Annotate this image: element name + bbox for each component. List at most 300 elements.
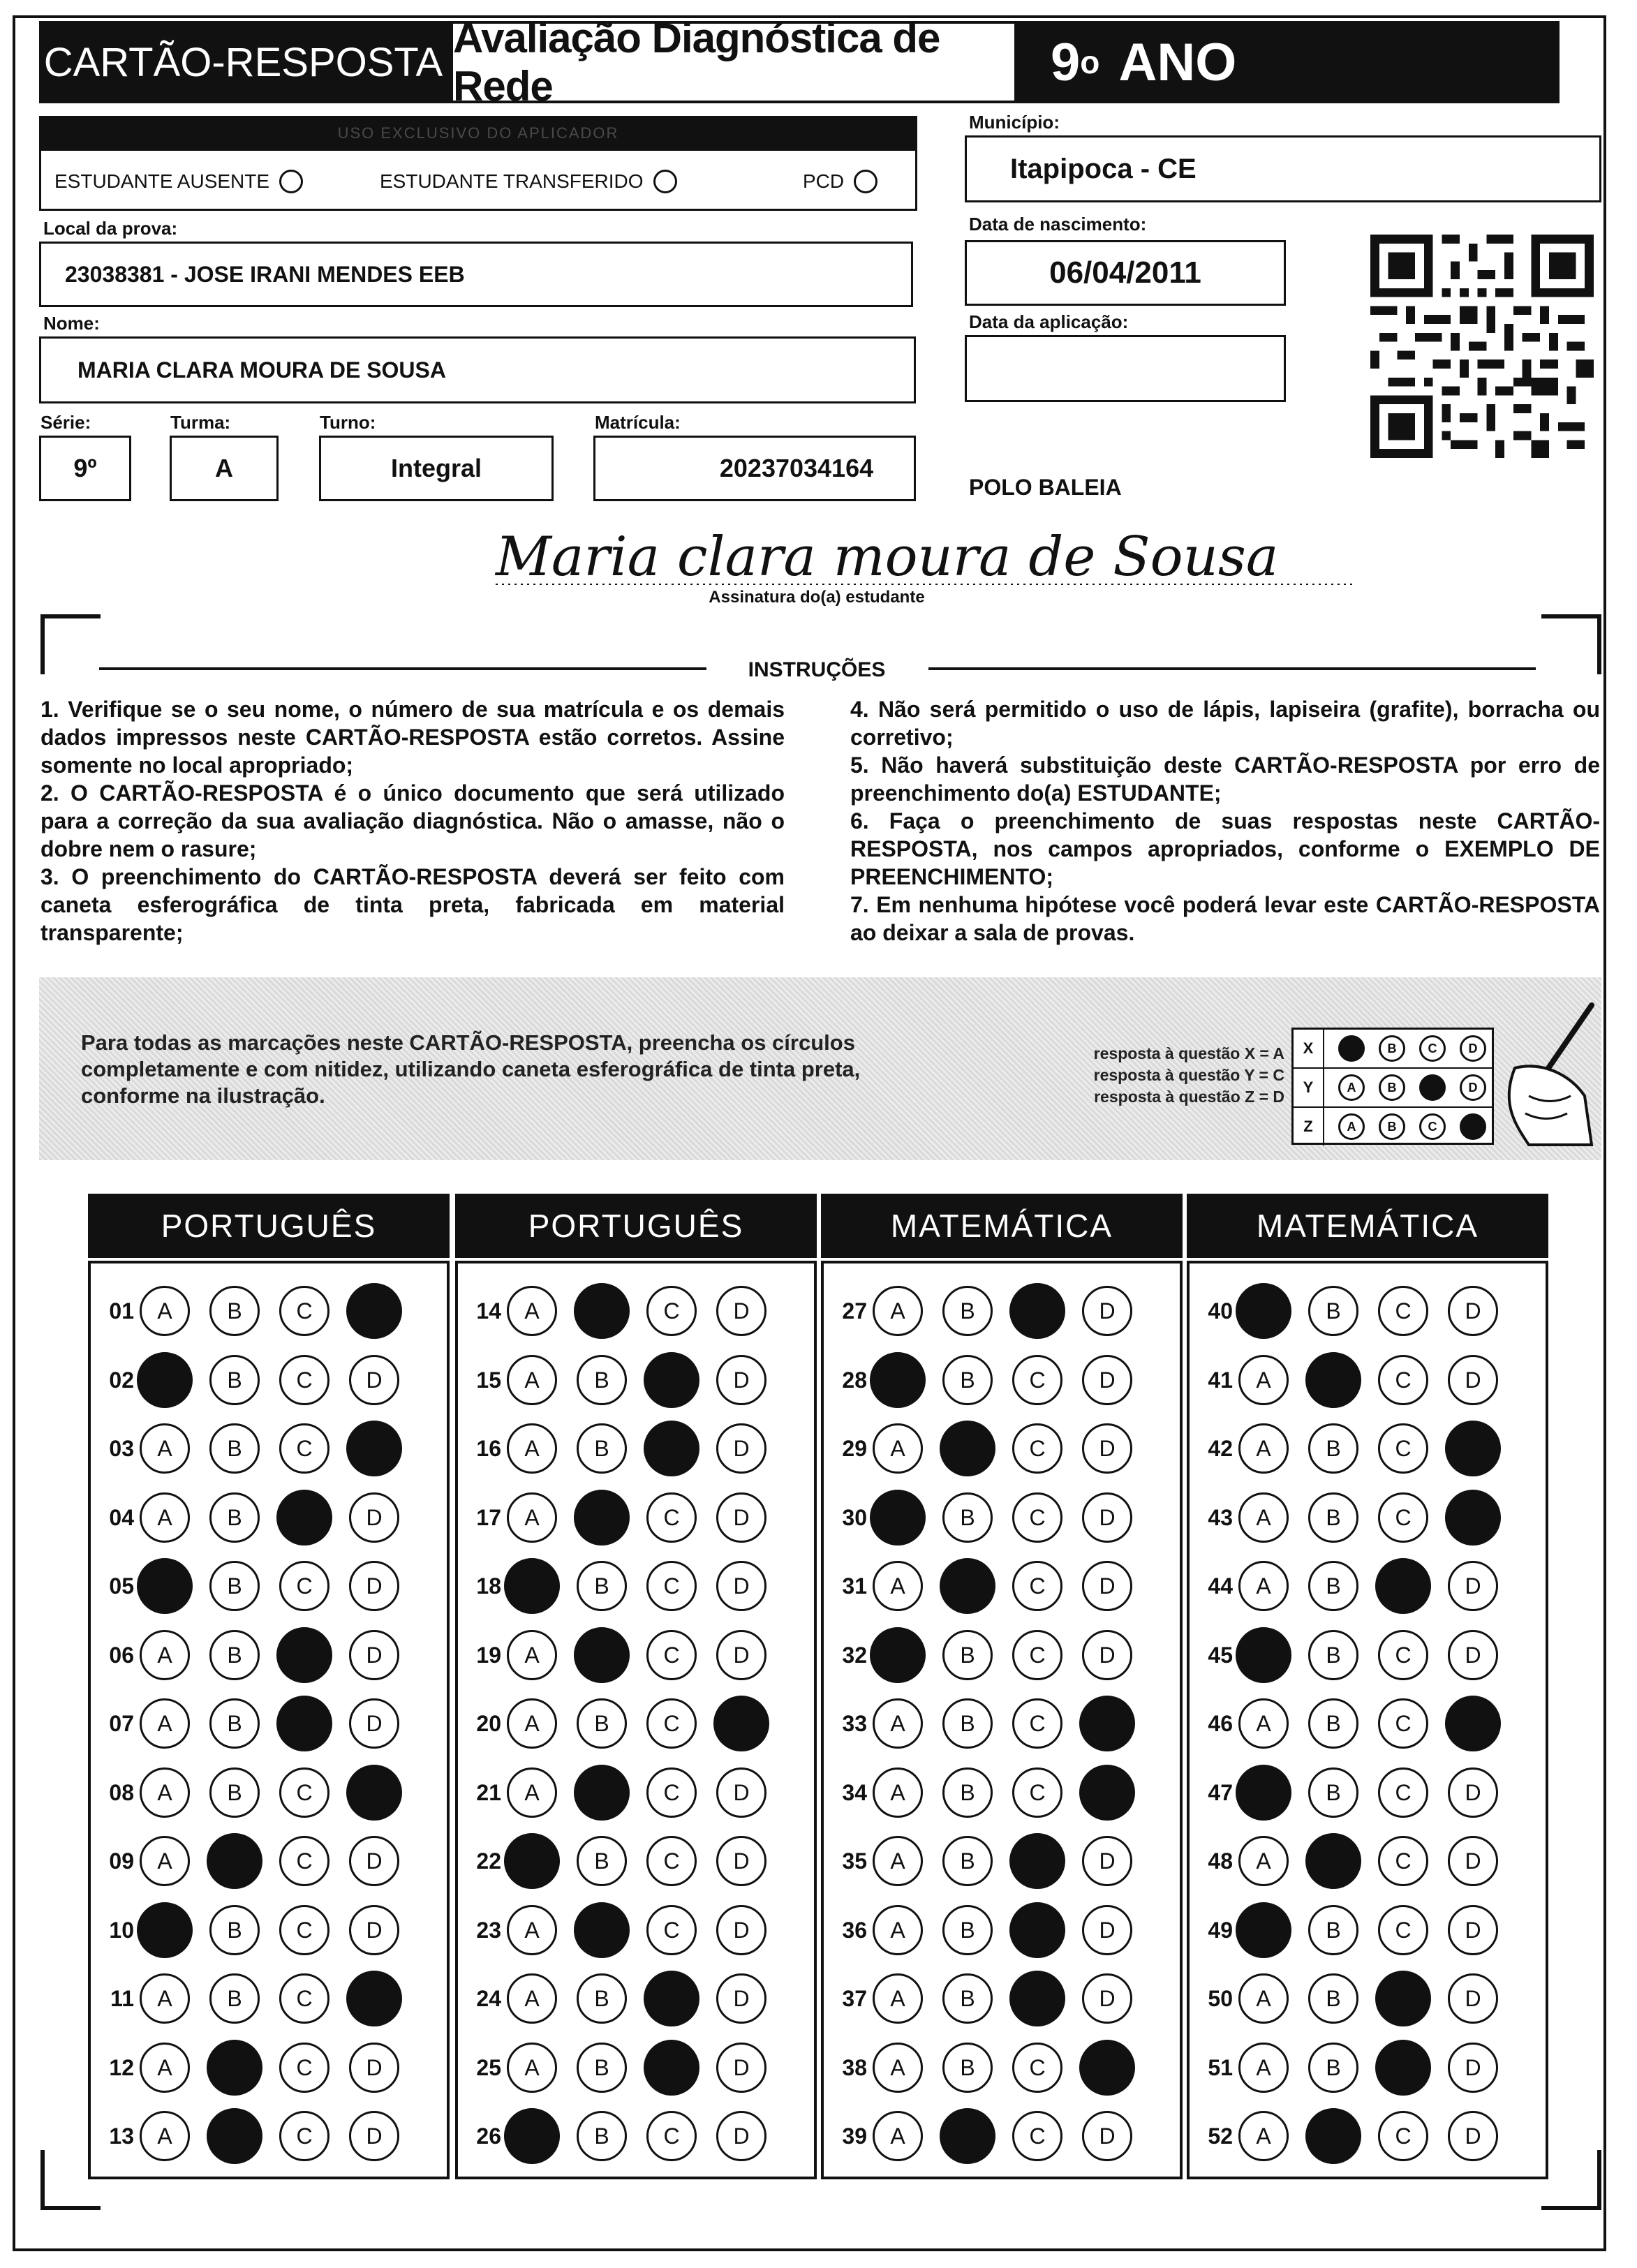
answer-bubble-c[interactable]: C: [646, 1492, 697, 1543]
answer-bubble-a[interactable]: A: [1238, 1561, 1289, 1611]
answer-bubble-a[interactable]: A: [507, 1698, 557, 1749]
answer-bubble-c[interactable]: [1009, 1833, 1065, 1889]
question-row: [465, 1765, 786, 1821]
answer-bubble-a[interactable]: [137, 1558, 193, 1614]
answer-bubble-d[interactable]: D: [349, 1698, 399, 1749]
answer-bubble-b[interactable]: [207, 1833, 262, 1889]
answer-bubble-a[interactable]: [137, 1352, 193, 1408]
answer-bubble-b[interactable]: [574, 1490, 630, 1546]
question-row: [831, 1352, 1152, 1408]
answer-bubble-a[interactable]: A: [507, 2043, 557, 2093]
answer-bubble-b[interactable]: B: [577, 1423, 627, 1474]
question-number: 32: [842, 1642, 867, 1668]
answer-bubble-c[interactable]: C: [279, 1561, 329, 1611]
answer-bubble-d[interactable]: D: [1082, 1630, 1132, 1680]
answer-bubble-c[interactable]: C: [1378, 1698, 1428, 1749]
answer-bubble-a[interactable]: A: [873, 1836, 923, 1886]
example-row: [1294, 1069, 1492, 1108]
answer-bubble-c[interactable]: C: [646, 1698, 697, 1749]
question-row: [98, 1765, 419, 1821]
answer-bubble-c[interactable]: C: [646, 1561, 697, 1611]
answer-bubble-b[interactable]: [1305, 1352, 1361, 1408]
answer-bubble-c[interactable]: C: [1012, 1561, 1062, 1611]
question-row: [98, 1283, 419, 1339]
answer-bubble-d[interactable]: [346, 1971, 402, 2026]
answer-bubble-b[interactable]: B: [942, 1286, 993, 1336]
answer-bubble-c[interactable]: [276, 1696, 332, 1751]
answer-bubble-c[interactable]: C: [1012, 1698, 1062, 1749]
answer-bubble-b[interactable]: [1305, 2108, 1361, 2164]
question-number: 12: [109, 2054, 134, 2080]
answer-bubble-a[interactable]: A: [140, 1767, 190, 1818]
answer-bubble-d[interactable]: [1079, 1765, 1135, 1821]
question-number: 37: [842, 1985, 867, 2011]
question-row: [1197, 1421, 1518, 1476]
question-number: 25: [476, 2054, 501, 2080]
answer-bubble-d[interactable]: [1445, 1696, 1501, 1751]
answer-bubble-d[interactable]: D: [716, 1492, 766, 1543]
answer-bubble-d[interactable]: D: [716, 2111, 766, 2161]
question-number: 35: [842, 1848, 867, 1874]
answer-bubble-c[interactable]: [276, 1490, 332, 1546]
answer-bubble-a[interactable]: A: [873, 1905, 923, 1955]
answer-bubble-d[interactable]: D: [1448, 1836, 1498, 1886]
answer-bubble-a[interactable]: A: [1238, 1492, 1289, 1543]
answer-bubble-b[interactable]: [574, 1902, 630, 1958]
answer-bubble-c[interactable]: C: [1378, 2111, 1428, 2161]
question-row: [1197, 1627, 1518, 1683]
answer-bubble-c[interactable]: C: [1378, 1355, 1428, 1405]
answer-bubble-b[interactable]: B: [209, 1973, 260, 2024]
answer-bubble-d[interactable]: D: [1082, 1286, 1132, 1336]
answer-bubble-a[interactable]: A: [507, 1767, 557, 1818]
answer-bubble-a[interactable]: A: [873, 1973, 923, 2024]
answer-bubble-c[interactable]: C: [1378, 1630, 1428, 1680]
answer-bubble-d[interactable]: D: [1448, 2043, 1498, 2093]
answer-bubble-b[interactable]: [574, 1765, 630, 1821]
answer-bubble-b[interactable]: B: [942, 1905, 993, 1955]
answer-bubble-c[interactable]: C: [646, 1630, 697, 1680]
answer-bubble-b[interactable]: B: [1308, 1767, 1358, 1818]
answer-bubble-c[interactable]: C: [646, 1905, 697, 1955]
answer-bubble-a[interactable]: A: [507, 1492, 557, 1543]
example-bubble: A: [1338, 1035, 1365, 1062]
answer-bubble-d[interactable]: D: [1082, 1973, 1132, 2024]
question-number: 13: [109, 2123, 134, 2149]
answer-bubble-a[interactable]: [504, 1833, 560, 1889]
hand-pen-illustration: [1487, 998, 1599, 1152]
answer-bubble-b[interactable]: B: [942, 1630, 993, 1680]
absent-bubble[interactable]: [279, 170, 303, 193]
answer-bubble-c[interactable]: [644, 2040, 699, 2096]
answer-bubble-a[interactable]: A: [1238, 1973, 1289, 2024]
answer-bubble-c[interactable]: C: [646, 2111, 697, 2161]
answer-bubble-a[interactable]: A: [140, 1836, 190, 1886]
answer-bubble-a[interactable]: A: [873, 1286, 923, 1336]
answer-bubble-b[interactable]: B: [942, 1836, 993, 1886]
instruction-item: 2. O CARTÃO-RESPOSTA é o único documento que será utilizado para a correção da sua avaliação diagnóstica. Não o amasse, não o dobre nem o rasure;: [40, 780, 785, 861]
answer-bubble-d[interactable]: D: [1082, 1355, 1132, 1405]
question-number: 14: [476, 1298, 501, 1324]
answer-bubble-a[interactable]: A: [873, 1423, 923, 1474]
question-row: [831, 1283, 1152, 1339]
question-number: 47: [1208, 1779, 1233, 1805]
transferred-bubble[interactable]: [653, 170, 677, 193]
answer-bubble-a[interactable]: A: [1238, 1423, 1289, 1474]
answer-bubble-b[interactable]: [207, 2040, 262, 2096]
answer-bubble-d[interactable]: D: [349, 1492, 399, 1543]
answer-bubble-d[interactable]: D: [1082, 1423, 1132, 1474]
question-number: 04: [109, 1504, 134, 1530]
answer-bubble-a[interactable]: A: [1238, 1698, 1289, 1749]
answer-bubble-d[interactable]: D: [1082, 1836, 1132, 1886]
answer-bubble-d[interactable]: [713, 1696, 769, 1751]
answer-bubble-c[interactable]: C: [646, 1286, 697, 1336]
grade-number: 9: [1051, 32, 1081, 92]
instruction-item: 1. Verifique se o seu nome, o número de sua matrícula e os demais dados impressos neste CARTÃO-RESPOSTA estão corretos. Assine somente no local apropriado;: [40, 697, 785, 778]
section-title: MATEMÁTICA: [1187, 1194, 1548, 1258]
answer-bubble-b[interactable]: B: [1308, 1423, 1358, 1474]
question-row: [465, 1283, 786, 1339]
answer-bubble-d[interactable]: D: [1448, 1630, 1498, 1680]
question-row: [465, 1627, 786, 1683]
answer-bubble-a[interactable]: A: [140, 1492, 190, 1543]
answer-bubble-b[interactable]: B: [942, 1767, 993, 1818]
answer-bubble-d[interactable]: [346, 1421, 402, 1476]
answer-bubble-d[interactable]: D: [1448, 1561, 1498, 1611]
pcd-bubble[interactable]: [854, 170, 877, 193]
answer-bubble-b[interactable]: B: [209, 1286, 260, 1336]
answer-bubble-c[interactable]: C: [279, 1905, 329, 1955]
answer-bubble-b[interactable]: B: [1308, 1698, 1358, 1749]
answer-bubble-a[interactable]: [1236, 1283, 1291, 1339]
answer-bubble-a[interactable]: [1236, 1902, 1291, 1958]
question-number: 15: [476, 1367, 501, 1393]
section-title: PORTUGUÊS: [88, 1194, 450, 1258]
answer-bubble-a[interactable]: [870, 1352, 926, 1408]
name-field: MARIA CLARA MOURA DE SOUSA: [39, 336, 916, 403]
answer-bubble-a[interactable]: [504, 2108, 560, 2164]
answer-bubble-b[interactable]: B: [577, 1698, 627, 1749]
question-row: [831, 1902, 1152, 1958]
example-legend-item: resposta à questão X = A: [1093, 1044, 1284, 1062]
student-signature: [489, 518, 1368, 595]
example-bubble: B: [1379, 1035, 1405, 1062]
answer-bubble-a[interactable]: A: [140, 1973, 190, 2024]
answer-bubble-b[interactable]: B: [942, 1492, 993, 1543]
example-row-key: X: [1294, 1030, 1324, 1067]
answer-bubble-b[interactable]: B: [577, 1561, 627, 1611]
example-legend-item: resposta à questão Z = D: [1094, 1088, 1284, 1106]
answer-bubble-d[interactable]: [346, 1283, 402, 1339]
example-bubble: A: [1338, 1113, 1365, 1140]
answer-bubble-d[interactable]: D: [716, 1286, 766, 1336]
question-row: [831, 2040, 1152, 2096]
signature-label: Assinatura do(a) estudante: [709, 588, 925, 607]
answer-bubble-d[interactable]: D: [1448, 2111, 1498, 2161]
question-row: [1197, 1558, 1518, 1614]
answer-bubble-b[interactable]: B: [209, 1355, 260, 1405]
answer-bubble-d[interactable]: D: [1082, 1492, 1132, 1543]
answer-bubble-d[interactable]: [346, 1765, 402, 1821]
answer-bubble-b[interactable]: B: [1308, 1630, 1358, 1680]
answer-bubble-a[interactable]: A: [140, 1286, 190, 1336]
answer-bubble-b[interactable]: B: [209, 1905, 260, 1955]
answer-bubble-c[interactable]: C: [1012, 1630, 1062, 1680]
question-number: 46: [1208, 1710, 1233, 1736]
answer-bubble-d[interactable]: D: [1082, 1905, 1132, 1955]
example-bubble: C: [1419, 1074, 1446, 1101]
answer-bubble-d[interactable]: D: [716, 1905, 766, 1955]
answer-bubble-a[interactable]: A: [507, 1355, 557, 1405]
answer-bubble-a[interactable]: A: [1238, 1836, 1289, 1886]
answer-bubble-c[interactable]: C: [646, 1767, 697, 1818]
answer-bubble-a[interactable]: [504, 1558, 560, 1614]
answer-bubble-c[interactable]: [1375, 1558, 1431, 1614]
answer-bubble-b[interactable]: B: [209, 1767, 260, 1818]
answer-bubble-a[interactable]: A: [507, 1286, 557, 1336]
answer-bubble-d[interactable]: D: [349, 1355, 399, 1405]
answer-bubble-c[interactable]: C: [1378, 1836, 1428, 1886]
answer-bubble-d[interactable]: D: [716, 1630, 766, 1680]
question-row: [831, 1696, 1152, 1751]
answer-bubble-c[interactable]: C: [1012, 2111, 1062, 2161]
answer-bubble-c[interactable]: C: [279, 1286, 329, 1336]
application-date-field[interactable]: [965, 335, 1286, 402]
answer-bubble-c[interactable]: [644, 1421, 699, 1476]
answer-bubble-d[interactable]: D: [349, 1905, 399, 1955]
answer-bubble-b[interactable]: B: [577, 1355, 627, 1405]
question-row: [831, 1421, 1152, 1476]
answer-bubble-a[interactable]: [137, 1902, 193, 1958]
answer-bubble-d[interactable]: D: [349, 1836, 399, 1886]
pcd-option[interactable]: [803, 170, 877, 193]
answer-bubble-a[interactable]: [1236, 1765, 1291, 1821]
answer-bubble-b[interactable]: B: [1308, 2043, 1358, 2093]
answer-bubble-a[interactable]: [1236, 1627, 1291, 1683]
example-bubble: B: [1379, 1113, 1405, 1140]
question-row: [1197, 1490, 1518, 1546]
answer-bubble-b[interactable]: [1305, 1833, 1361, 1889]
answer-bubble-b[interactable]: B: [942, 1698, 993, 1749]
instructions-title: INSTRUÇÕES: [748, 658, 886, 681]
answer-bubble-c[interactable]: C: [1378, 1905, 1428, 1955]
example-text: Para todas as marcações neste CARTÃO-RESPOSTA, preencha os círculos completamente e com nitidez, utilizando caneta esferográfica de tinta preta, conforme na ilustração.: [81, 1030, 861, 1108]
pcd-label: PCD: [803, 170, 845, 192]
answer-bubble-c[interactable]: [1009, 1902, 1065, 1958]
question-row: [98, 1971, 419, 2026]
answer-bubble-c[interactable]: [1375, 1971, 1431, 2026]
question-row: [465, 1696, 786, 1751]
answer-bubble-d[interactable]: D: [1448, 1973, 1498, 2024]
answer-bubble-c[interactable]: C: [279, 1836, 329, 1886]
answer-bubble-a[interactable]: A: [507, 1423, 557, 1474]
enrollment-field: 20237034164: [593, 436, 916, 501]
answer-bubble-b[interactable]: [207, 2108, 262, 2164]
question-number: 18: [476, 1573, 501, 1599]
answer-bubble-b[interactable]: B: [1308, 1561, 1358, 1611]
answer-bubble-c[interactable]: C: [646, 1836, 697, 1886]
instruction-item: 6. Faça o preenchimento de suas respostas neste CARTÃO-RESPOSTA, nos campos apropriados, conforme o EXEMPLO DE PREENCHIMENTO;: [850, 808, 1600, 889]
question-number: 08: [109, 1779, 134, 1805]
answer-bubble-d[interactable]: [1445, 1490, 1501, 1546]
answer-bubble-d[interactable]: D: [716, 2043, 766, 2093]
applicator-heading: USO EXCLUSIVO DO APLICADOR: [39, 116, 917, 151]
answer-bubble-c[interactable]: C: [1378, 1767, 1428, 1818]
answer-bubble-c[interactable]: C: [279, 1767, 329, 1818]
answer-bubble-c[interactable]: C: [279, 1973, 329, 2024]
absent-option[interactable]: [54, 170, 303, 193]
answer-bubble-d[interactable]: D: [349, 1630, 399, 1680]
question-row: [831, 1765, 1152, 1821]
section-title: PORTUGUÊS: [455, 1194, 817, 1258]
answer-bubble-b[interactable]: B: [577, 1973, 627, 2024]
answer-bubble-a[interactable]: A: [140, 2111, 190, 2161]
answer-bubble-b[interactable]: [574, 1627, 630, 1683]
answer-bubble-b[interactable]: B: [1308, 1492, 1358, 1543]
answer-bubble-c[interactable]: C: [1012, 1767, 1062, 1818]
question-number: 49: [1208, 1917, 1233, 1943]
answer-bubble-b[interactable]: B: [1308, 1973, 1358, 2024]
question-number: 43: [1208, 1504, 1233, 1530]
answer-bubble-d[interactable]: D: [349, 2111, 399, 2161]
answer-bubble-c[interactable]: C: [279, 1423, 329, 1474]
answer-bubble-c[interactable]: C: [1012, 1423, 1062, 1474]
answer-bubble-b[interactable]: B: [209, 1561, 260, 1611]
answer-bubble-d[interactable]: D: [1448, 1767, 1498, 1818]
question-row: [1197, 2040, 1518, 2096]
answer-bubble-a[interactable]: A: [507, 1973, 557, 2024]
answer-bubble-d[interactable]: D: [716, 1355, 766, 1405]
example-legend: [1033, 1043, 1284, 1108]
answer-bubble-b[interactable]: B: [209, 1698, 260, 1749]
answer-bubble-d[interactable]: D: [716, 1423, 766, 1474]
answer-bubble-b[interactable]: B: [209, 1492, 260, 1543]
answer-bubble-b[interactable]: [940, 2108, 995, 2164]
instruction-item: 5. Não haverá substituição deste CARTÃO-RESPOSTA por erro de preenchimento do(a) ESTUDANTE;: [850, 753, 1600, 806]
answer-bubble-a[interactable]: A: [1238, 1355, 1289, 1405]
answer-bubble-d[interactable]: D: [349, 2043, 399, 2093]
answer-bubble-a[interactable]: [870, 1490, 926, 1546]
answer-bubble-b[interactable]: B: [942, 1355, 993, 1405]
answer-bubble-c[interactable]: C: [279, 1355, 329, 1405]
answer-bubble-c[interactable]: C: [1378, 1423, 1428, 1474]
answer-bubble-a[interactable]: A: [507, 1630, 557, 1680]
question-row: [831, 1971, 1152, 2026]
answer-bubble-d[interactable]: [1079, 2040, 1135, 2096]
answer-bubble-d[interactable]: D: [1082, 2111, 1132, 2161]
answer-bubble-d[interactable]: [1445, 1421, 1501, 1476]
question-number: 23: [476, 1917, 501, 1943]
answer-bubble-a[interactable]: [870, 1627, 926, 1683]
answer-bubble-a[interactable]: A: [873, 1561, 923, 1611]
answer-bubble-a[interactable]: A: [873, 1767, 923, 1818]
answer-bubble-c[interactable]: [1375, 2040, 1431, 2096]
question-row: [98, 1558, 419, 1614]
question-number: 22: [476, 1848, 501, 1874]
answer-bubble-d[interactable]: D: [716, 1767, 766, 1818]
card-label: CARTÃO-RESPOSTA: [43, 39, 443, 85]
question-row: [98, 1490, 419, 1546]
answer-bubble-d[interactable]: D: [716, 1561, 766, 1611]
answer-bubble-a[interactable]: A: [140, 1630, 190, 1680]
example-row: [1294, 1108, 1492, 1146]
answer-bubble-d[interactable]: D: [1448, 1905, 1498, 1955]
answer-bubble-c[interactable]: [644, 1971, 699, 2026]
answer-bubble-b[interactable]: B: [577, 1836, 627, 1886]
answer-bubble-c[interactable]: C: [1378, 1286, 1428, 1336]
answer-bubble-c[interactable]: C: [279, 2043, 329, 2093]
answer-bubble-b[interactable]: B: [1308, 1905, 1358, 1955]
answer-bubble-b[interactable]: B: [577, 2111, 627, 2161]
question-number: 31: [842, 1573, 867, 1599]
question-row: [465, 1352, 786, 1408]
answer-bubble-a[interactable]: A: [140, 1423, 190, 1474]
example-grid: [1291, 1028, 1494, 1145]
answer-bubble-d[interactable]: D: [1448, 1286, 1498, 1336]
answer-bubble-a[interactable]: A: [140, 2043, 190, 2093]
answer-bubble-c[interactable]: C: [1012, 2043, 1062, 2093]
question-row: [98, 1421, 419, 1476]
question-row: [831, 1627, 1152, 1683]
answer-bubble-a[interactable]: A: [140, 1698, 190, 1749]
answer-bubble-c[interactable]: [1009, 1971, 1065, 2026]
class-label: Turma:: [170, 412, 231, 433]
answer-bubble-c[interactable]: [276, 1627, 332, 1683]
example-bubble: A: [1338, 1074, 1365, 1101]
question-number: 30: [842, 1504, 867, 1530]
answer-bubble-c[interactable]: C: [1012, 1492, 1062, 1543]
answer-bubble-d[interactable]: D: [349, 1561, 399, 1611]
answer-bubble-c[interactable]: C: [1012, 1355, 1062, 1405]
answer-bubble-a[interactable]: A: [873, 2043, 923, 2093]
answer-bubble-b[interactable]: B: [209, 1630, 260, 1680]
transferred-option[interactable]: [380, 170, 677, 193]
answer-bubble-b[interactable]: [574, 1283, 630, 1339]
answer-bubble-d[interactable]: [1079, 1696, 1135, 1751]
location-label: Local da prova:: [43, 218, 178, 239]
question-number: 05: [109, 1573, 134, 1599]
question-number: 40: [1208, 1298, 1233, 1324]
answer-bubble-c[interactable]: C: [1378, 1492, 1428, 1543]
answer-bubble-a[interactable]: A: [873, 2111, 923, 2161]
answer-bubble-c[interactable]: [1009, 1283, 1065, 1339]
question-number: 51: [1208, 2054, 1233, 2080]
answer-bubble-d[interactable]: D: [716, 1973, 766, 2024]
answer-bubble-b[interactable]: [940, 1558, 995, 1614]
answer-bubble-b[interactable]: B: [577, 2043, 627, 2093]
instructions-left-column: [40, 695, 785, 947]
answer-bubble-a[interactable]: A: [1238, 2111, 1289, 2161]
answer-bubble-c[interactable]: [644, 1352, 699, 1408]
question-row: [465, 1421, 786, 1476]
answer-bubble-d[interactable]: D: [1082, 1561, 1132, 1611]
answer-bubble-d[interactable]: D: [716, 1836, 766, 1886]
answer-bubble-a[interactable]: A: [1238, 2043, 1289, 2093]
answer-bubble-b[interactable]: B: [942, 1973, 993, 2024]
answer-bubble-c[interactable]: C: [279, 2111, 329, 2161]
answer-bubble-a[interactable]: A: [507, 1905, 557, 1955]
answer-bubble-a[interactable]: A: [873, 1698, 923, 1749]
answer-bubble-b[interactable]: B: [1308, 1286, 1358, 1336]
answer-bubble-b[interactable]: B: [942, 2043, 993, 2093]
question-row: [465, 2108, 786, 2164]
answer-bubble-b[interactable]: [940, 1421, 995, 1476]
answer-bubble-d[interactable]: D: [1448, 1355, 1498, 1405]
grade-ordinal: o: [1080, 44, 1100, 80]
absent-label: ESTUDANTE AUSENTE: [54, 170, 270, 192]
answer-bubble-b[interactable]: B: [209, 1423, 260, 1474]
